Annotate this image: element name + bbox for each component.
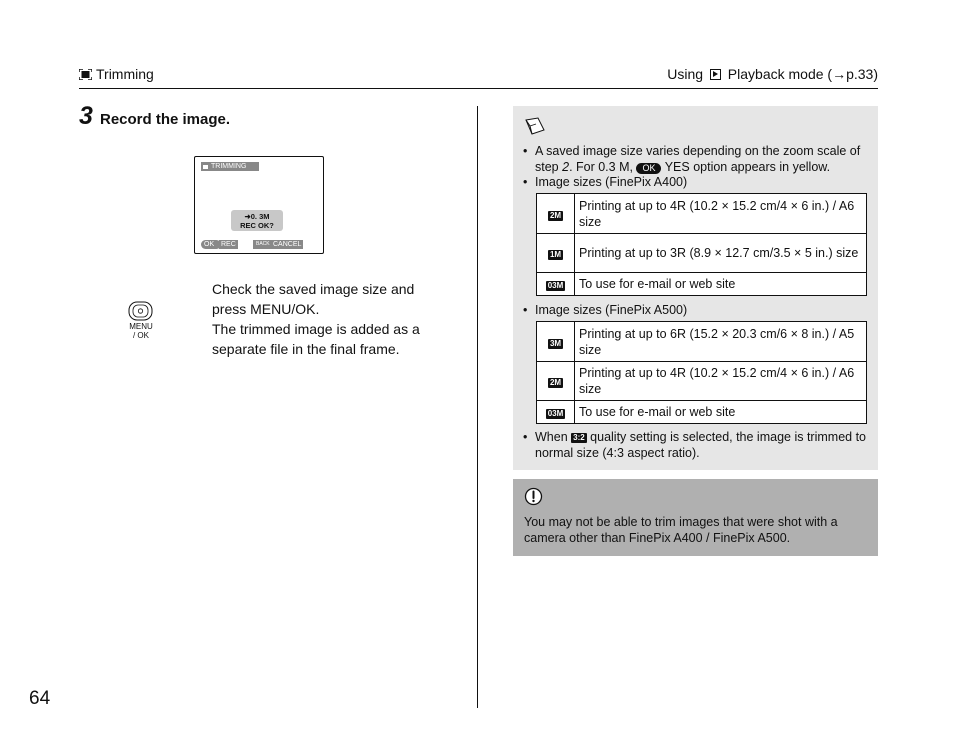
table-row (537, 401, 867, 424)
lcd-confirm-box: ➜0. 3M REC OK? (231, 210, 283, 231)
size-3m-icon: 3M (549, 338, 562, 348)
a400-size-table (536, 193, 867, 296)
size-description: To use for e-mail or web site (575, 401, 867, 424)
note-aspect-ratio: When 3:2 quality setting is selected, the image is trimmed to normal size (4:3 aspect ratio). (535, 430, 866, 460)
ok-button-icon: OK (636, 163, 661, 174)
trimming-icon (79, 69, 92, 80)
lcd-trimming-icon (202, 164, 209, 170)
lcd-back-key: BACK (253, 240, 273, 249)
size-2m-icon: 2M (549, 210, 562, 220)
menu-ok-button-icon (128, 301, 153, 321)
step-number: 3 (79, 102, 93, 130)
a400-heading: Image sizes (FinePix A400) (535, 175, 688, 189)
size-2m-icon: 2M (549, 378, 562, 387)
lcd-cancel-label: CANCEL (273, 241, 302, 248)
table-row (537, 234, 867, 273)
size-description: Printing at up to 3R (8.9 × 12.7 cm/3.5 × 5 in.) size (575, 234, 867, 273)
menu-ok-label: MENU / OK (129, 322, 153, 340)
size-description: Printing at up to 4R (10.2 × 15.2 cm/4 × 6 in.) / A6 size (575, 194, 867, 234)
header-mode-reference: Using Playback mode (→p.33) (667, 66, 878, 82)
size-03m-icon: 03M (547, 281, 564, 290)
lcd-screen-illustration (194, 156, 324, 254)
lcd-trimming-tag: TRIMMING (201, 162, 259, 171)
lcd-button-bar (201, 240, 319, 249)
table-row (537, 322, 867, 362)
size-03m-icon: 03M (547, 409, 564, 418)
size-description: To use for e-mail or web site (575, 273, 867, 296)
table-row (537, 362, 867, 401)
table-row (537, 194, 867, 234)
header-section-title (79, 66, 154, 82)
lcd-ok-key: OK (201, 240, 221, 249)
bullet-marker: • (523, 175, 528, 189)
bullet-marker: • (523, 144, 528, 158)
playback-icon (710, 69, 721, 80)
header-divider (79, 88, 878, 89)
note-panel (513, 106, 878, 470)
lcd-rec-label: REC (221, 241, 236, 248)
header-section-label: Trimming (96, 66, 154, 82)
column-divider (477, 106, 478, 708)
lcd-arrow-icon: ➜ (244, 212, 251, 221)
page-reference-link[interactable]: →p.33) (832, 66, 878, 82)
size-description: Printing at up to 4R (10.2 × 15.2 cm/4 × 6 in.) / A6 size (575, 362, 867, 401)
a500-size-table (536, 321, 867, 424)
caution-text: You may not be able to trim images that were shot with a camera other than FinePix A400 / FinePix A500. (524, 515, 838, 545)
size-description: Printing at up to 6R (15.2 × 20.3 cm/6 × 8 in.) / A5 size (575, 322, 867, 362)
memo-icon (524, 116, 546, 136)
page-number: 64 (29, 688, 51, 709)
instruction-file-added: The trimmed image is added as a separate file in the final frame. (212, 321, 420, 357)
bullet-marker: • (523, 430, 528, 444)
step-title: Record the image. (100, 111, 231, 128)
caution-icon (524, 487, 543, 506)
table-row (537, 273, 867, 296)
note-zoom-scale: A saved image size varies depending on the zoom scale of step 2. For 0.3 M, OK YES option appears in yellow. (535, 144, 861, 174)
caution-panel (513, 479, 878, 556)
instruction-check-size: Check the saved image size and press MENU/OK. (212, 281, 415, 317)
a500-heading: Image sizes (FinePix A500) (535, 303, 688, 317)
size-1m-icon: 1M (549, 250, 562, 259)
ratio-3-2-icon: 3:2 (573, 433, 585, 442)
bullet-marker: • (523, 303, 528, 317)
